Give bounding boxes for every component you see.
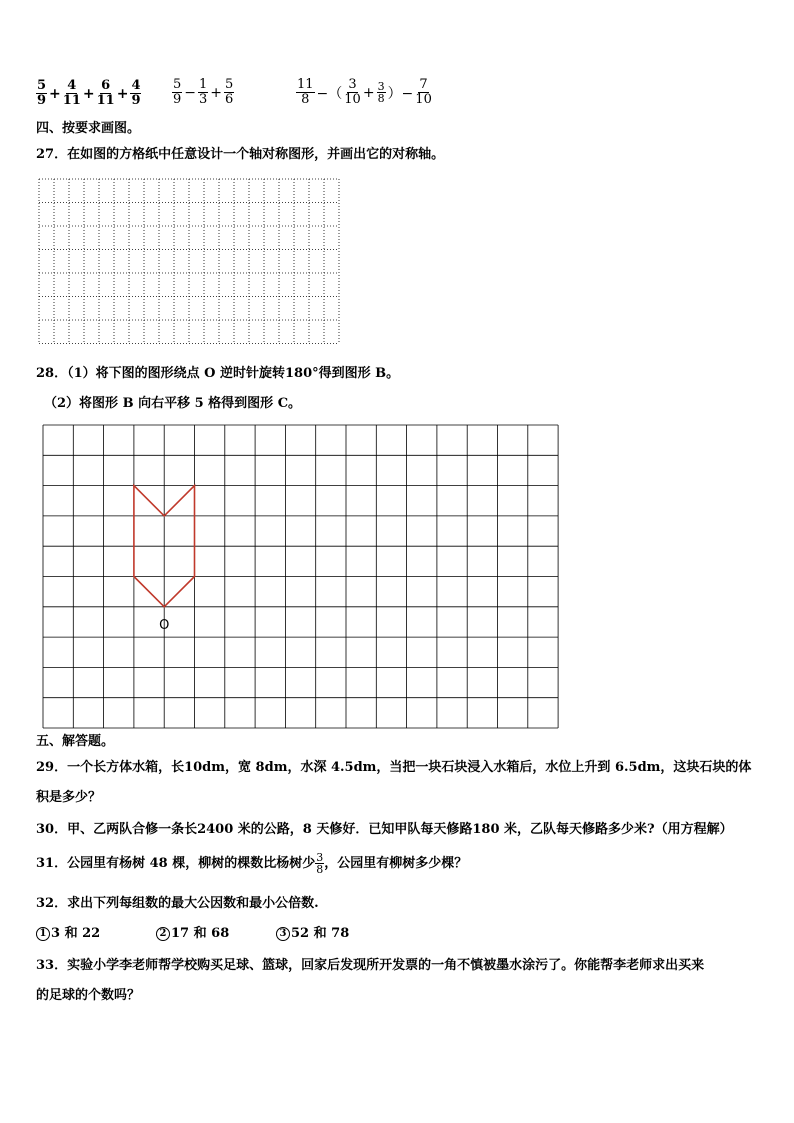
question-29-line-2: 积是多少？: [36, 790, 102, 805]
fraction: $\frac{5}{9}$: [37, 78, 47, 108]
fraction: $\frac{6}{11}$: [96, 78, 115, 108]
fraction: $\frac{3}{10}$: [344, 77, 361, 107]
section-4-heading: 四、按要求画图。: [36, 121, 141, 136]
expression-2: $\frac{5}{9}$ − $\frac{1}{3}$ + $\frac{5}{6}$: [173, 77, 234, 107]
section-5-heading: 五、解答题。: [36, 734, 115, 749]
question-32: 32．求出下列每组数的最大公因数和最小公倍数.: [36, 896, 319, 911]
question-28-part-2: （2）将图形 B 向右平移 5 格得到图形 C。: [44, 396, 302, 411]
question-29-line-1: 29．一个长方体水箱，长10dm，宽 8dm，水深 4.5dm，当把一块石块浸入水箱后，水位上升到 6.5dm，这块石块的体: [36, 760, 752, 775]
fraction: $\frac{3}{8}$: [316, 851, 324, 876]
question-28-part-1: 28．（1）将下图的图形绕点 O 逆时针旋转180°得到图形 B。: [36, 366, 400, 381]
question-27: 27．在如图的方格纸中任意设计一个轴对称图形，并画出它的对称轴。: [36, 147, 445, 162]
question-31: 31．公园里有杨树 48 棵，柳树的棵数比杨树少 $\frac{3}{8}$ ，公园里有柳树多少棵？: [36, 851, 468, 876]
expression-1: $\frac{5}{9}$ + $\frac{4}{11}$ + $\frac{6}{11}$ + $\frac{4}{9}$: [37, 78, 141, 108]
question-32-item-2: 2 17 和 68: [156, 926, 229, 942]
question-30: 30．甲、乙两队合修一条长2400 米的公路，8 天修好．已知甲队每天修路180 米，乙队每天修路多少米?（用方程解）: [36, 822, 733, 837]
dotted-grid-paper: [36, 176, 346, 346]
fraction: $\frac{5}{9}$: [173, 77, 182, 107]
fraction: $\frac{3}{8}$: [377, 80, 385, 105]
fraction: $\frac{11}{8}$: [297, 77, 314, 107]
fraction: $\frac{7}{10}$: [415, 77, 432, 107]
circled-number: 1: [36, 927, 50, 941]
question-33-line-2: 的足球的个数吗？: [36, 988, 141, 1003]
point-o-label: O: [159, 617, 170, 633]
expression-3: $\frac{11}{8}$ −（ $\frac{3}{10}$ + $\frac{3}{8}$ ）− $\frac{7}{10}$: [297, 77, 432, 107]
fraction: $\frac{1}{3}$: [199, 77, 208, 107]
question-32-item-3: 3 52 和 78: [276, 926, 349, 942]
question-33-line-1: 33．实验小学李老师帮学校购买足球、篮球，回家后发现所开发票的一角不慎被墨水涂污了。你能帮李老师求出买来: [36, 958, 705, 973]
fraction: $\frac{4}{9}$: [131, 78, 141, 108]
fraction: $\frac{5}{6}$: [225, 77, 234, 107]
square-grid: [42, 424, 562, 730]
circled-number: 2: [156, 927, 170, 941]
circled-number: 3: [276, 927, 290, 941]
question-32-item-1: 1 3 和 22: [36, 926, 100, 942]
fraction: $\frac{4}{11}$: [62, 78, 81, 108]
